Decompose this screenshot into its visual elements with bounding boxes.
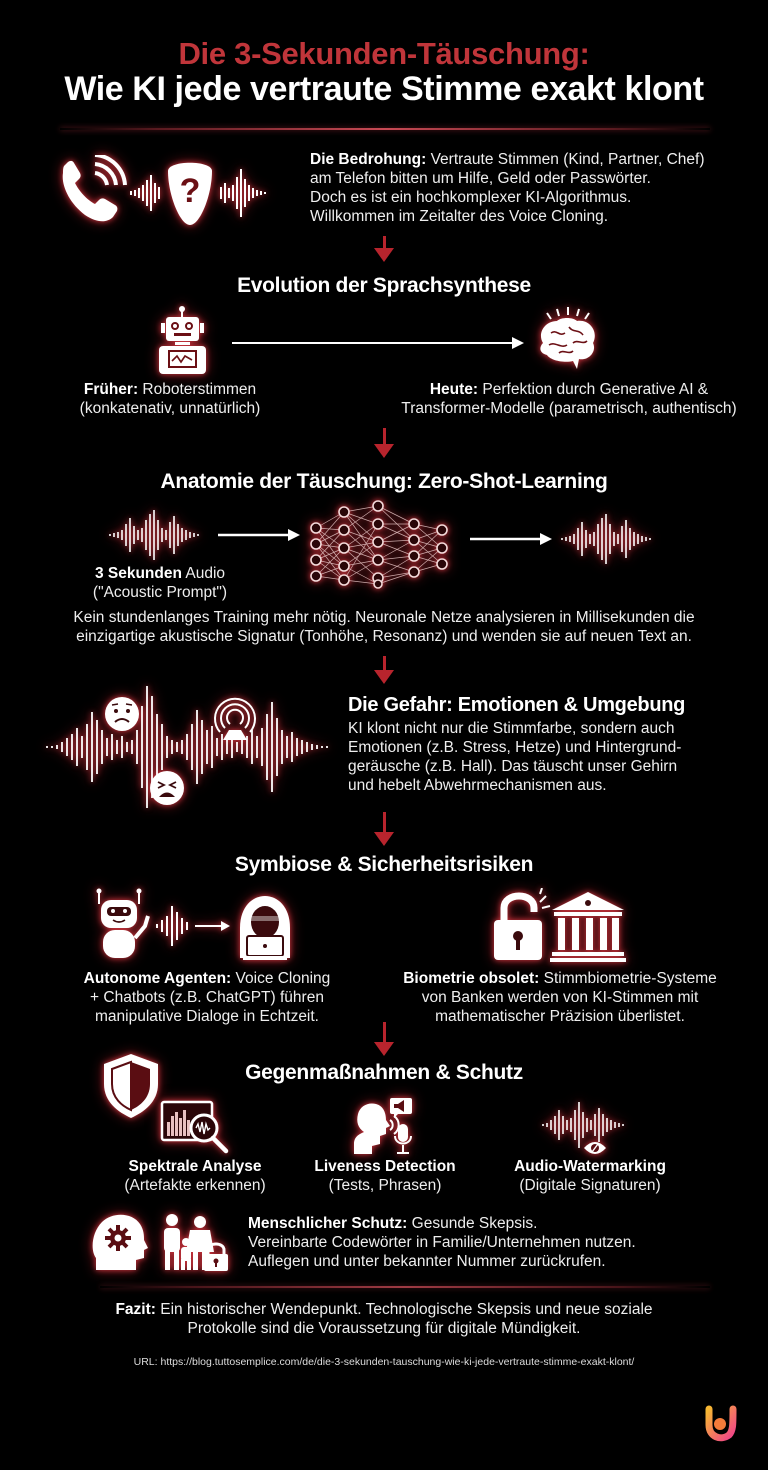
header-divider [60,128,710,130]
bank-building-icon [550,892,626,962]
head-gear-icon [93,1215,148,1270]
soundwave-icon [47,686,327,808]
threat-text: Die Bedrohung: Vertraute Stimmen (Kind, Partner, Chef) am Telefon bitten um Hilfe, Geld oder Passwörter. Doch es ist ein hochkomplexer KI-Algorithmus. Willkommen im Zeitalter des Voice Cloning. [310,151,705,225]
conclusion-text: Fazit: Ein historischer Wendepunkt. Technologische Skepsis und neue soziale Protokolle sind die Voraussetzung für digitale Mündigkeit. [115,1301,653,1337]
svg-text:?: ? [179,172,201,210]
eye-icon [584,1142,606,1154]
section-heading-evolution: Evolution der Sprachsynthese [237,274,531,297]
soundwave-icon [131,175,159,211]
flow-arrow-down-icon [374,832,394,846]
question-mask-icon [168,163,212,225]
evolution-before-label: Früher: Roboterstimmen (konkatenativ, unnatürlich) [79,381,261,417]
human-protection-icons [92,1212,237,1272]
output-soundwave-icon [560,514,662,564]
brand-logo-icon [703,1405,739,1443]
soundwave-icon [157,906,187,946]
countermeasure-watermarking: Audio-Watermarking (Digitale Signaturen) [514,1158,666,1194]
audio-watermark-icon [540,1102,635,1157]
biometrics-obsolete-label: Biometrie obsolet: Stimmbiometrie-Systeme von Banken werden von KI-Stimmen mit mathematischer Präzision überlistet. [403,970,717,1025]
anatomy-description: Kein stundenlanges Training mehr nötig. Neuronale Netze analysieren in Millisekunden die einzigartige akustische Signatur (Tonhöhe, Resonanz) und wenden sie auf neuen Text an. [73,609,695,645]
network-to-output-arrow-icon [470,533,552,545]
emotion-soundwave-illustration [45,684,335,809]
family-lock-icon [164,1214,228,1271]
soundwave-icon [221,169,265,217]
flow-arrow-down-icon [374,670,394,684]
spectral-analysis-icon [160,1100,235,1155]
anxious-face-icon [105,697,139,731]
evolution-after-label: Heute: Perfektion durch Generative AI & Transformer-Modelle (parametrisch, authentisch) [401,381,737,417]
hooded-hacker-icon [240,896,290,960]
robot-icon [155,305,210,375]
human-protection-text: Menschlicher Schutz: Gesunde Skepsis. Vereinbarte Codewörter in Familie/Unternehmen nutzen. Auflegen und unter bekannter Nummer zurückrufen. [248,1215,636,1270]
flow-arrow-down-icon [374,248,394,262]
input-soundwave-icon [108,510,210,560]
danger-heading: Die Gefahr: Emotionen & Umgebung [348,694,686,716]
neural-network-icon [310,500,460,590]
arrow-right-icon [195,921,230,931]
danger-text: Die Gefahr: Emotionen & Umgebung KI klont nicht nur die Stimmfarbe, sondern auch Emotionen (z.B. Stress, Hetze) und Hintergrund- geräusche (z.B. Hall). Das täuscht unser Gehirn und hebelt Abwehrmechanismen aus. [348,694,748,795]
threat-label: Die Bedrohung: [310,151,427,168]
brain-icon [533,305,603,375]
evolution-arrow-icon [232,337,524,349]
flow-arrow-stem [383,812,386,834]
flow-arrow-down-icon [374,444,394,458]
title-line-2: Wie KI jede vertraute Stimme exakt klont [64,70,704,108]
liveness-detection-icon [350,1096,420,1156]
autonomous-agents-label: Autonome Agenten: Voice Cloning + Chatbots (z.B. ChatGPT) führen manipulative Dialoge in Echtzeit. [83,970,331,1025]
symbiosis-right-icons [492,888,632,963]
symbiosis-left-icons [95,888,310,963]
source-url-link[interactable]: URL: https://blog.tuttosemplice.com/de/die-3-sekunden-tauschung-wie-ki-jede-vertraute-stimme-exakt-klont/ [133,1356,635,1368]
footer-divider [100,1286,710,1288]
section-heading-anatomy: Anatomie der Täuschung: Zero-Shot-Learning [160,470,608,493]
shield-icon [100,1052,162,1120]
reverb-speaker-icon [215,699,255,740]
countermeasure-spectral: Spektrale Analyse (Artefakte erkennen) [124,1158,266,1194]
flow-arrow-stem [383,1022,386,1044]
chatbot-robot-icon [97,889,149,959]
countermeasure-liveness: Liveness Detection (Tests, Phrasen) [314,1158,456,1194]
threat-icons [55,155,290,230]
input-to-network-arrow-icon [218,529,300,541]
section-heading-countermeasures: Gegenmaßnahmen & Schutz [245,1061,523,1084]
unlocked-padlock-icon [494,888,550,960]
phone-ringing-icon [63,155,125,221]
input-audio-label: 3 Sekunden Audio ("Acoustic Prompt") [92,565,228,601]
section-heading-symbiosis: Symbiose & Sicherheitsrisiken [234,853,534,876]
crying-face-icon [150,771,184,805]
title-line-1: Die 3-Sekunden-Täuschung: [178,36,590,71]
flow-arrow-down-icon [374,1042,394,1056]
